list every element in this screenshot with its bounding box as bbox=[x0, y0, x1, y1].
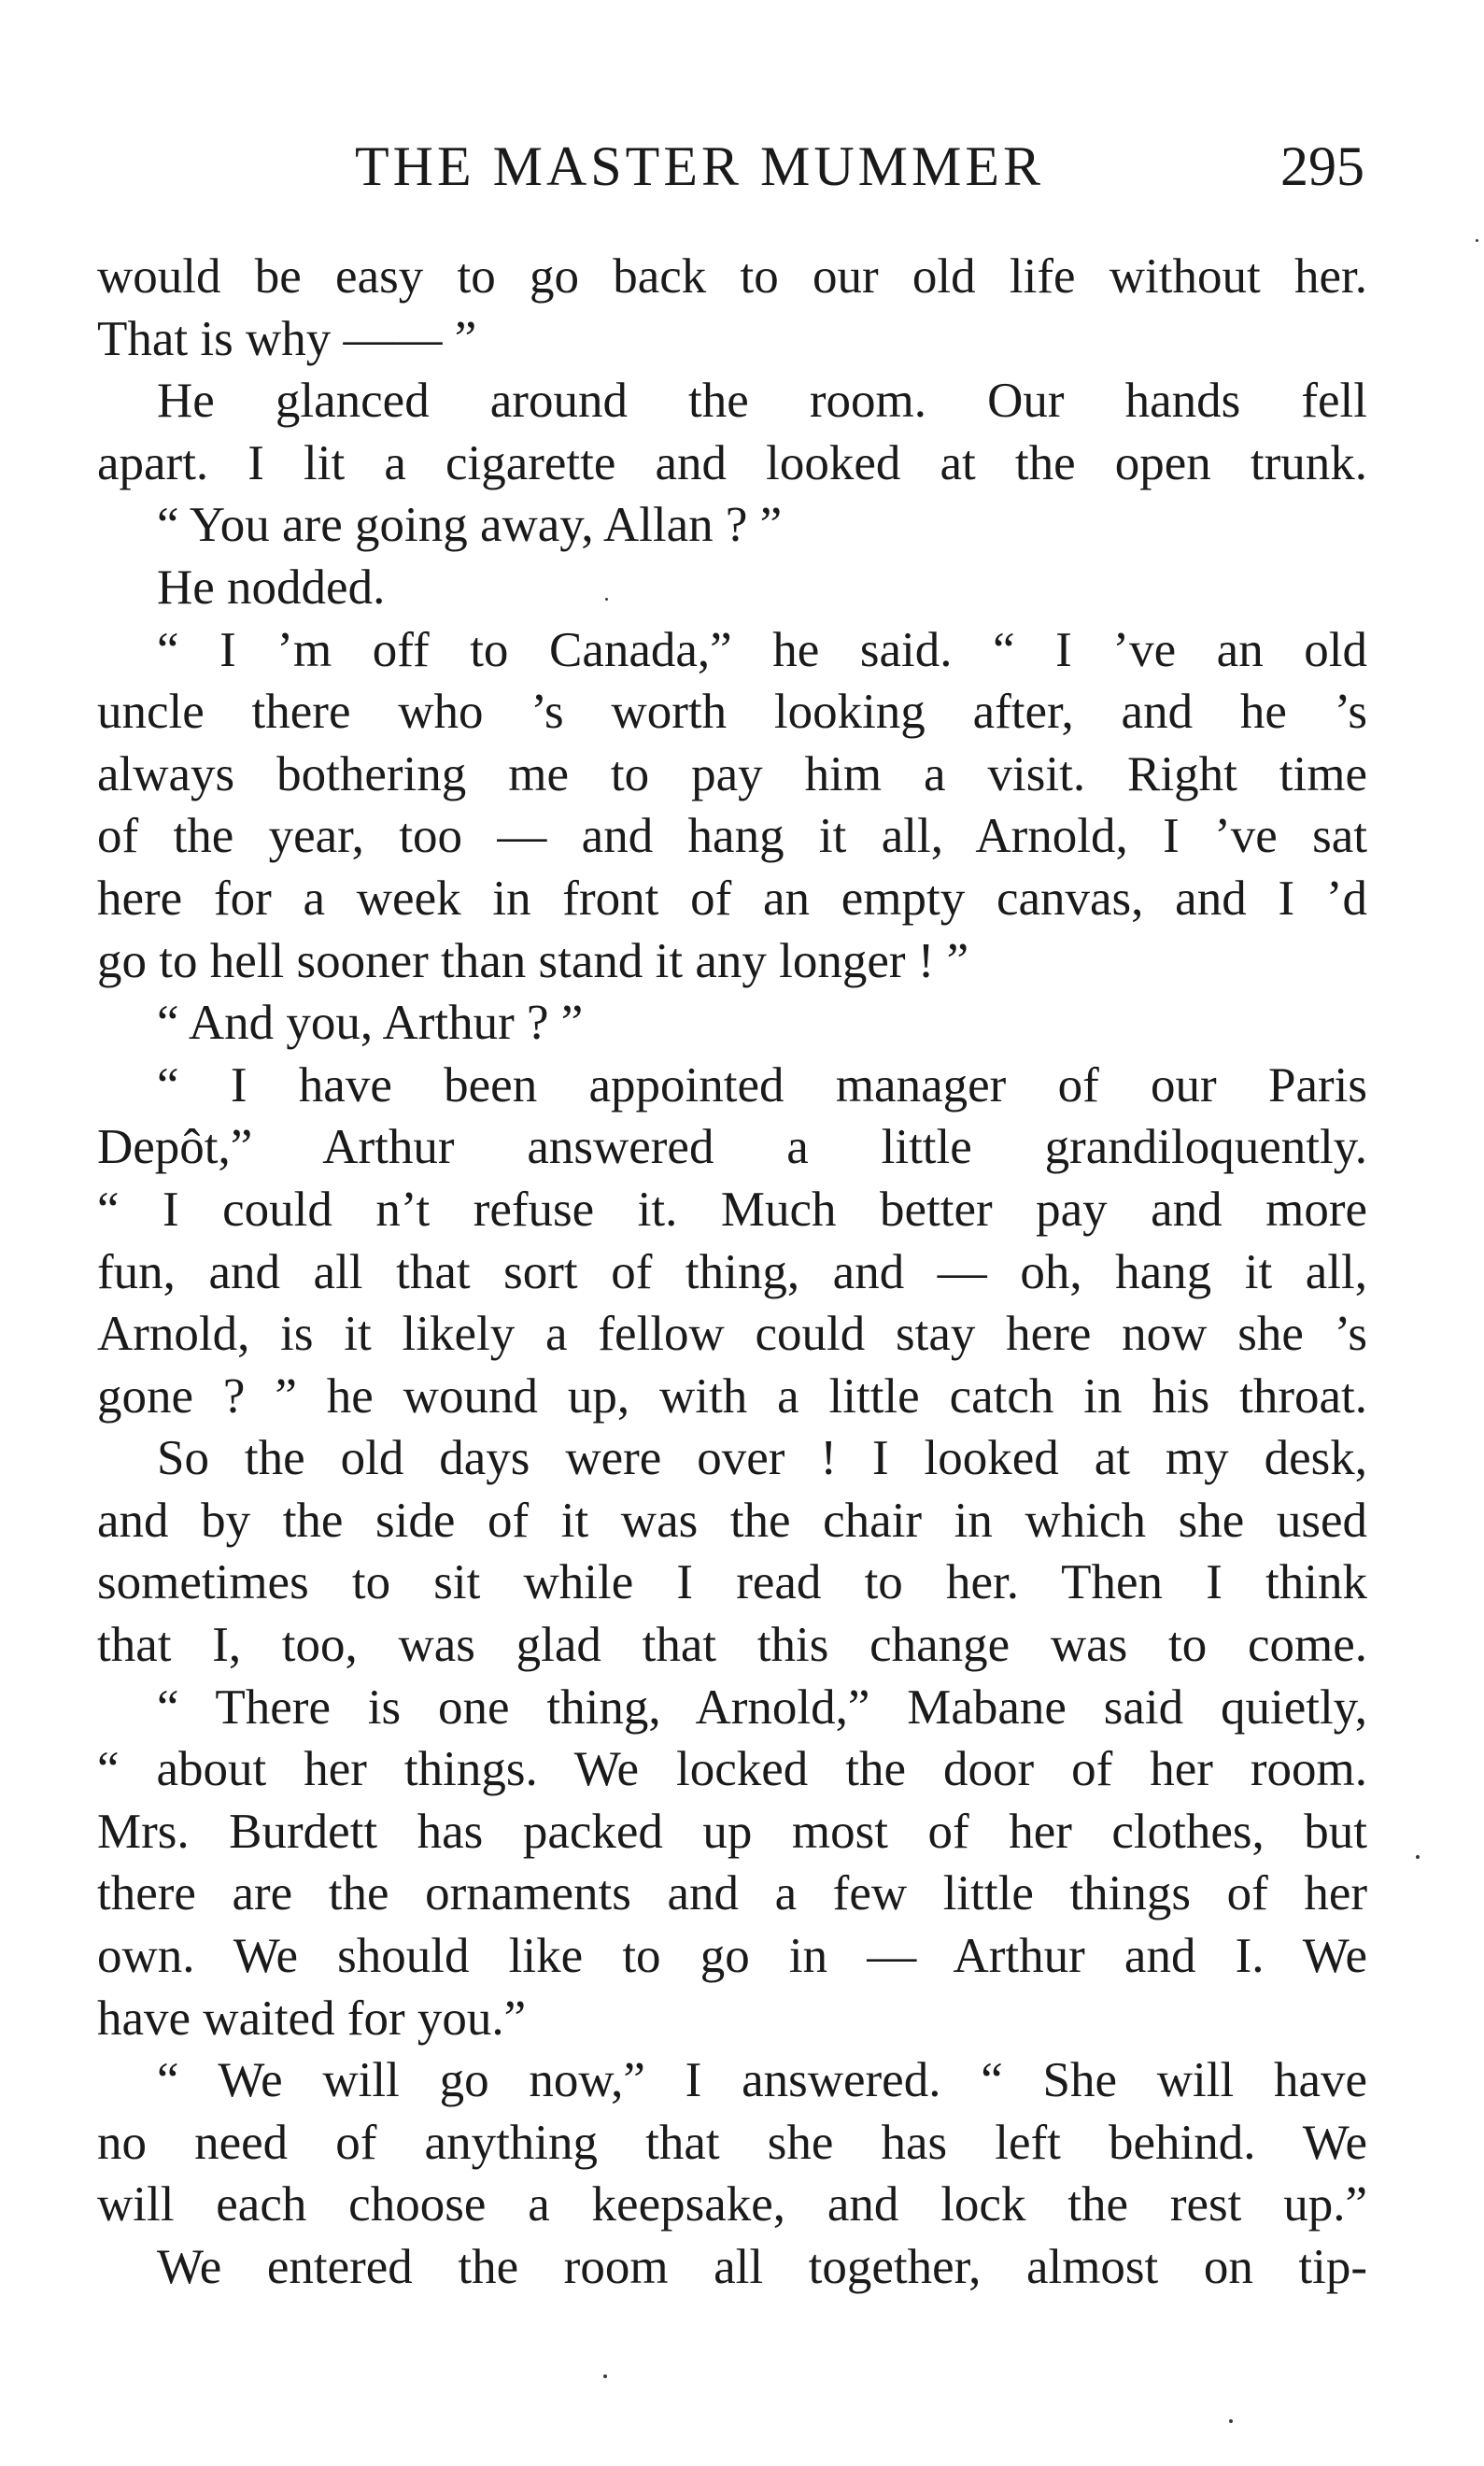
text-line: sometimes to sit while I read to her. Then I think bbox=[97, 1555, 1367, 1610]
text-line: We entered the room all together, almost on tip- bbox=[157, 2240, 1367, 2294]
text-line: “ I could n’t refuse it. Much better pay and more bbox=[97, 1182, 1367, 1237]
text-line: go to hell sooner than stand it any longer ! ” bbox=[97, 933, 969, 988]
print-speck bbox=[1476, 239, 1478, 242]
text-line: there are the ornaments and a few little things of her bbox=[97, 1866, 1367, 1921]
body-text bbox=[97, 246, 1367, 2299]
text-line: Depôt,” Arthur answered a little grandiloquently. bbox=[97, 1120, 1367, 1175]
text-line: would be easy to go back to our old life without her. bbox=[97, 249, 1367, 304]
text-line: He glanced around the room. Our hands fell bbox=[157, 374, 1367, 429]
text-line: will each choose a keepsake, and lock the rest up.” bbox=[97, 2177, 1367, 2232]
text-line: here for a week in front of an empty canvas, and I ’d bbox=[97, 871, 1367, 926]
text-line: “ I have been appointed manager of our Paris bbox=[157, 1057, 1367, 1113]
text-line: “ You are going away, Allan ? ” bbox=[157, 498, 783, 553]
text-line: have waited for you.” bbox=[97, 1991, 527, 2046]
text-line: always bothering me to pay him a visit. Right time bbox=[97, 746, 1367, 801]
text-line: uncle there who ’s worth looking after, and he ’s bbox=[97, 685, 1367, 740]
text-line: gone ? ” he wound up, with a little catch in his throat. bbox=[97, 1368, 1367, 1424]
text-line: “ And you, Arthur ? ” bbox=[157, 996, 584, 1051]
print-speck bbox=[1229, 2419, 1233, 2423]
text-line: He nodded. bbox=[157, 560, 386, 615]
text-line: Arnold, is it likely a fellow could stay here now she ’s bbox=[97, 1307, 1367, 1362]
text-line: no need of anything that she has left behind. We bbox=[97, 2115, 1367, 2170]
running-head bbox=[0, 129, 1484, 204]
text-line: own. We should like to go in — Arthur and I. We bbox=[97, 1929, 1367, 1984]
text-line: that I, too, was glad that this change was to come. bbox=[97, 1618, 1367, 1673]
text-line: “ about her things. We locked the door of her room. bbox=[97, 1742, 1367, 1797]
text-line: “ There is one thing, Arnold,” Mabane said quietly, bbox=[157, 1679, 1367, 1735]
text-line: fun, and all that sort of thing, and — oh, hang it all, bbox=[97, 1244, 1367, 1299]
text-line: So the old days were over ! I looked at my desk, bbox=[157, 1431, 1367, 1486]
print-speck bbox=[603, 2374, 607, 2378]
text-line: That is why —— ” bbox=[97, 311, 477, 366]
page-number: 295 bbox=[1280, 135, 1364, 197]
text-line: Mrs. Burdett has packed up most of her clothes, but bbox=[97, 1804, 1367, 1859]
print-speck bbox=[605, 598, 608, 601]
text-line: apart. I lit a cigarette and looked at the open trunk. bbox=[97, 435, 1367, 490]
text-line: of the year, too — and hang it all, Arnold, I ’ve sat bbox=[97, 809, 1367, 864]
running-title: THE MASTER MUMMER bbox=[355, 135, 1045, 197]
text-line: and by the side of it was the chair in which she used bbox=[97, 1493, 1367, 1548]
text-line: “ I ’m off to Canada,” he said. “ I ’ve an old bbox=[157, 622, 1367, 677]
print-speck bbox=[1416, 1855, 1420, 1859]
text-line: “ We will go now,” I answered. “ She will have bbox=[157, 2053, 1367, 2108]
